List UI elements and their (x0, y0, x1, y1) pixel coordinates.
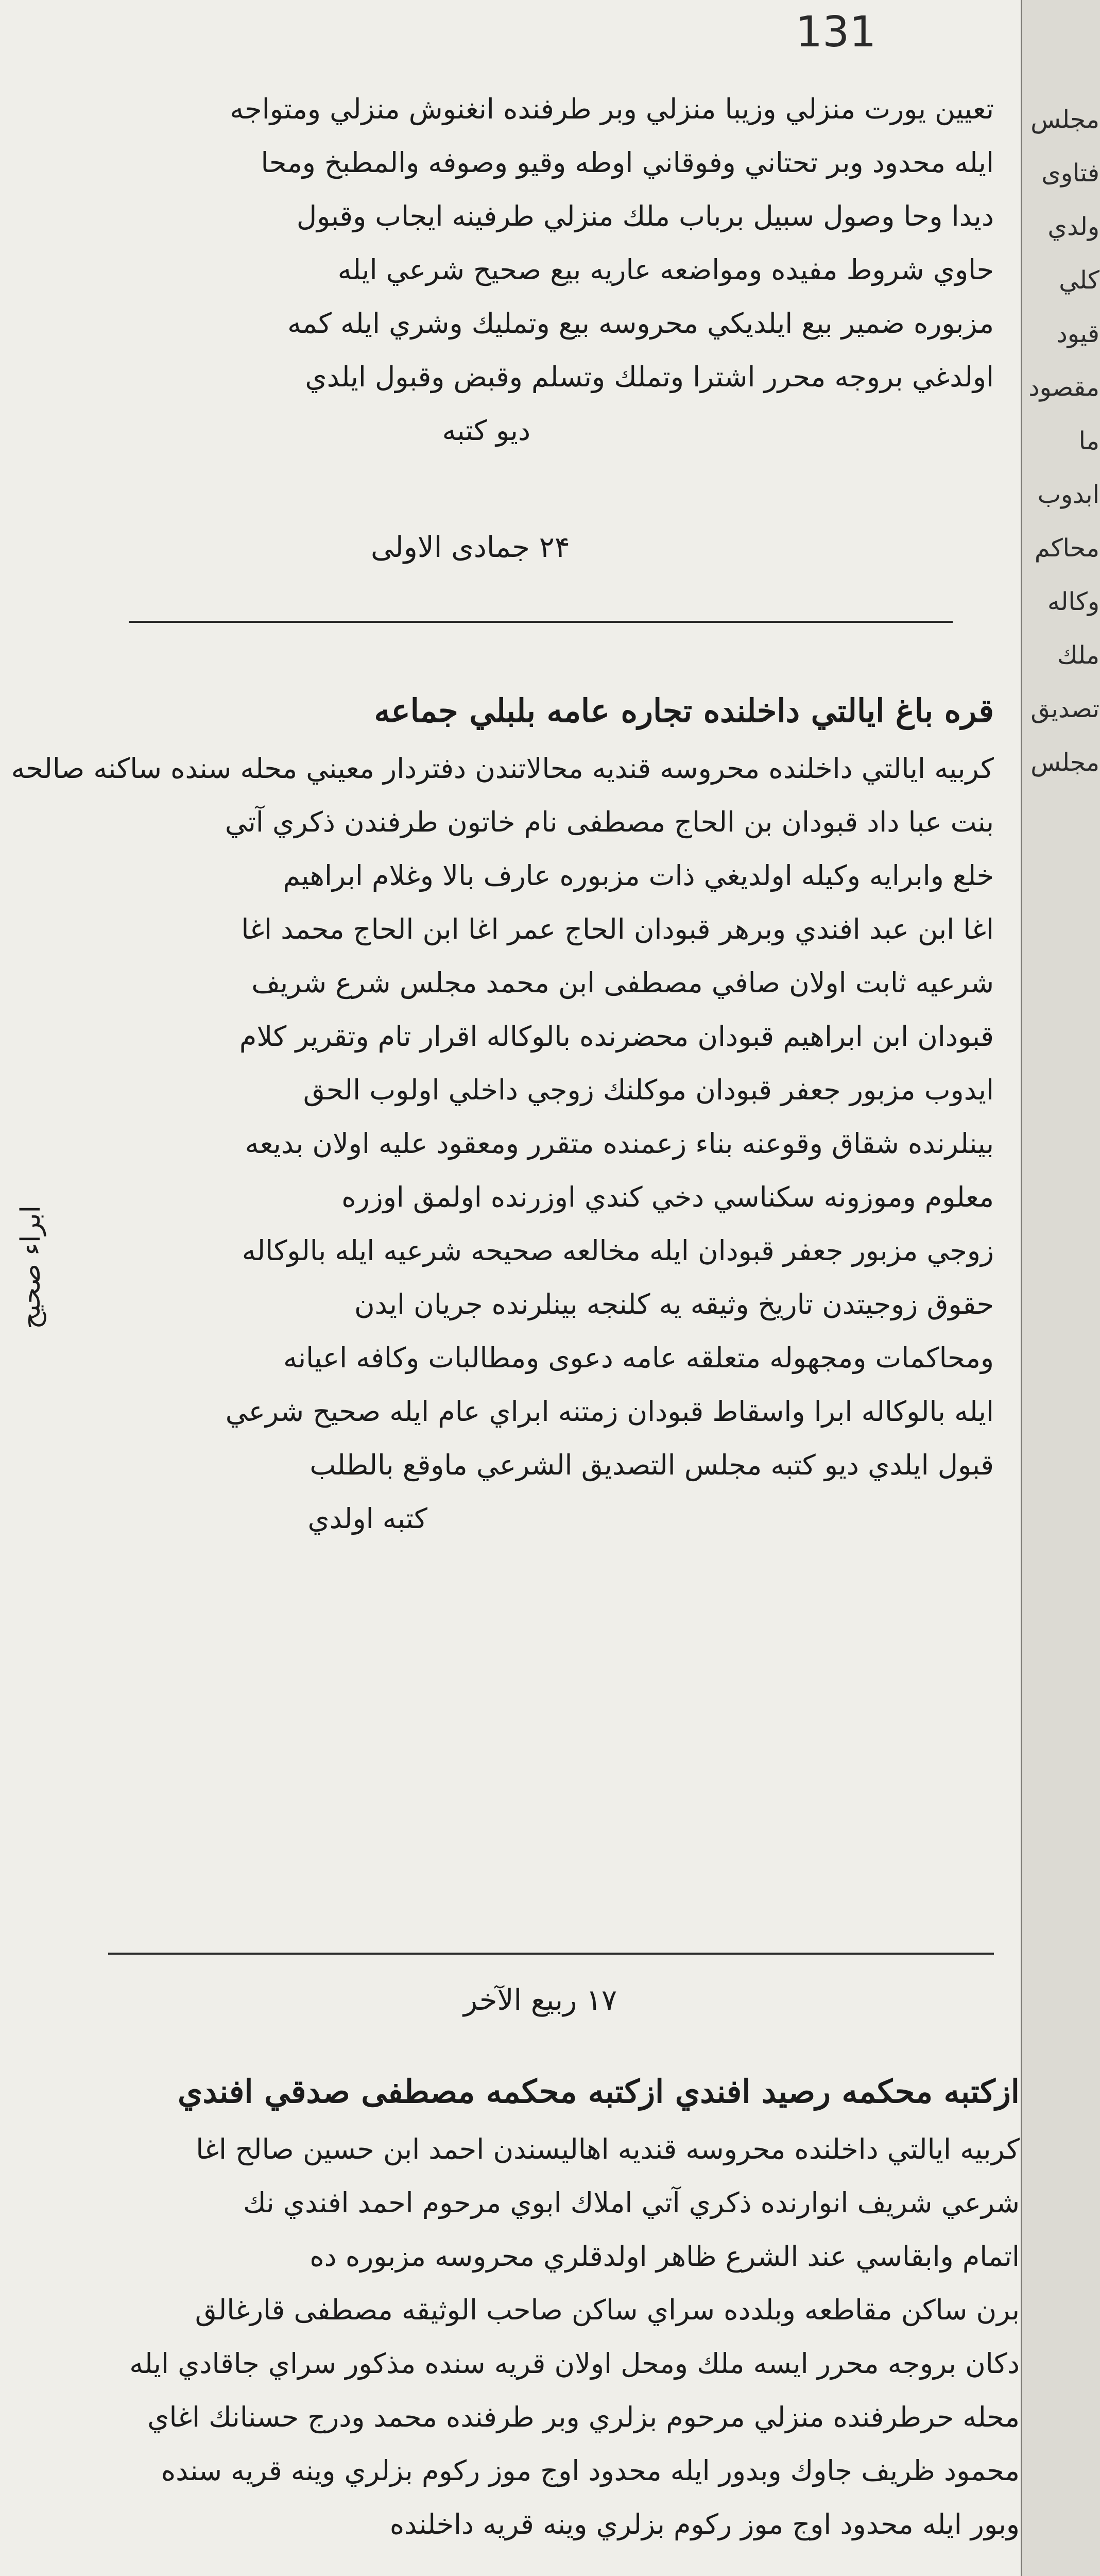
entry-1-line: مزبوره ضمير بيع ايلديكي محروسه بيع وتمليك وشري ايله كمه (287, 307, 994, 340)
entry-2-heading: قره باغ ايالتي داخلنده تجاره عامه بلبلي جماعه (374, 692, 994, 730)
entry-3-line: اتمام وابقاسي عند الشرع ظاهر اولدقلري محروسه مزبوره ده (310, 2240, 1020, 2273)
entry-1-line: ايله محدود وبر تحتاني وفوقاني اوطه وقيو وصوفه والمطبخ ومحا (261, 146, 994, 179)
entry-1 (77, 82, 994, 457)
edge-fragment: تصديق (1030, 694, 1099, 723)
edge-fragment: مجلس (1030, 105, 1099, 134)
edge-fragment: ابدوب (1037, 480, 1099, 509)
edge-fragment: وكاله (1047, 587, 1099, 616)
edge-fragment: ملك (1057, 641, 1099, 670)
entry-3-line: برن ساكن مقاطعه وبلدده سراي ساكن صاحب الوثيقه مصطفى قارغالق (195, 2294, 1020, 2326)
entry-3-line: وبور ايله محدود اوج موز ركوم بزلري وينه قريه داخلنده (389, 2508, 1020, 2540)
entry-2-date: ۱۷ ربيع الآخر (463, 1984, 617, 2017)
entry-2-line: قبول ايلدي ديو كتبه مجلس التصديق الشرعي ماوقع بالطلب (310, 1449, 994, 1481)
entry-2-line: زوجي مزبور جعفر قبودان ايله مخالعه صحيحه شرعيه ايله بالوكاله (242, 1234, 994, 1267)
entry-2-line: اغا ابن عبد افندي وبرهر قبودان الحاج عمر اغا ابن الحاج محمد اغا (241, 913, 994, 945)
entry-2-line: ايله بالوكاله ابرا واسقاط قبودان زمتنه ابراي عام ايله صحيح شرعي (225, 1395, 994, 1428)
page-number: 131 (796, 8, 876, 57)
entry-3-line: كربيه ايالتي داخلنده محروسه قنديه اهاليسندن احمد ابن حسين صالح اغا (196, 2133, 1020, 2165)
entry-3 (88, 2061, 1020, 2551)
entry-1-line: حاوي شروط مفيده ومواضعه عاريه بيع صحيح شرعي ايله (337, 253, 994, 286)
entry-2-line: قبودان ابن ابراهيم قبودان محضرنده بالوكاله اقرار تام وتقرير كلام (239, 1020, 994, 1053)
entry-2-line: بنت عبا داد قبودان بن الحاج مصطفى نام خاتون طرفندن ذكري آتي (225, 806, 994, 838)
entry-3-line: محله حرطرفنده منزلي مرحوم بزلري وبر طرفنده محمد ودرج حسنانك اغاي (147, 2401, 1020, 2433)
entry-2-line: معلوم وموزونه سكناسي دخي كندي اوزرنده اولمق اوزره (341, 1181, 994, 1213)
entry-1-line: اولدغي بروجه محرر اشترا وتملك وتسلم وقبض وقبول ايلدي (305, 361, 994, 393)
edge-fragment: ما (1078, 427, 1099, 455)
entry-2-closing: كتبه اولدي (307, 1502, 427, 1535)
entry-2-line: بينلرنده شقاق وقوعنه بناء زعمنده متقرر ومعقود عليه اولان بديعه (245, 1127, 994, 1160)
entry-1-date: ۲۴ جمادى الاولى (371, 531, 570, 564)
edge-fragment: كلي (1059, 266, 1099, 295)
entry-1-closing: ديو كتبه (442, 414, 530, 447)
entry-2-line: كربيه ايالتي داخلنده محروسه قنديه محالاتندن دفتردار معيني محله سنده ساكنه صالحه (11, 752, 994, 785)
entry-2-line: خلع وابرايه وكيله اولديغي ذات مزبوره عارف بالا وغلام ابراهيم (283, 859, 994, 892)
entry-2-line: حقوق زوجيتدن تاريخ وثيقه يه كلنجه بينلرنده جريان ايدن (354, 1288, 994, 1320)
edge-fragment: قيود (1056, 319, 1099, 348)
edge-fragment: محاكم (1034, 534, 1099, 563)
entry-1-line: ديدا وحا وصول سبيل برباب ملك منزلي طرفينه ايجاب وقبول (296, 200, 994, 232)
entry-3-line: دكان بروجه محرر ايسه ملك ومحل اولان قريه سنده مذكور سراي جاقادي ايله (129, 2347, 1020, 2380)
entry-3-line: محمود ظريف جاوك وبدور ايله محدود اوج موز ركوم بزلري وينه قريه سنده (161, 2454, 1020, 2487)
entry-3-heading: ازكتبه محكمه رصيد افندي ازكتبه محكمه مصطفى صدقي افندي (178, 2073, 1020, 2110)
entry-2-line: ومحاكمات ومجهوله متعلقه عامه دعوى ومطالبات وكافه اعيانه (283, 1342, 994, 1374)
edge-fragment: مجلس (1030, 748, 1099, 777)
edge-fragment: ولدي (1047, 212, 1099, 241)
entry-1-line: تعيين يورت منزلي وزيبا منزلي وبر طرفنده انغنوش منزلي ومتواجه (230, 93, 994, 125)
section-divider (108, 1953, 994, 1955)
adjacent-page-text (1027, 93, 1099, 789)
entry-3-line: شرعي شريف انوارنده ذكري آتي املاك ابوي مرحوم احمد افندي نك (243, 2187, 1020, 2219)
edge-fragment: فتاوى (1041, 159, 1099, 188)
entry-2-line: شرعيه ثابت اولان صافي مصطفى ابن محمد مجلس شرع شريف (251, 967, 994, 999)
section-divider (129, 621, 953, 623)
edge-fragment: مقصود (1028, 373, 1099, 402)
margin-annotation: ابراء صحيح (15, 1206, 46, 1330)
entry-2-line: ايدوب مزبور جعفر قبودان موكلنك زوجي داخلي اولوب الحق (303, 1074, 994, 1106)
